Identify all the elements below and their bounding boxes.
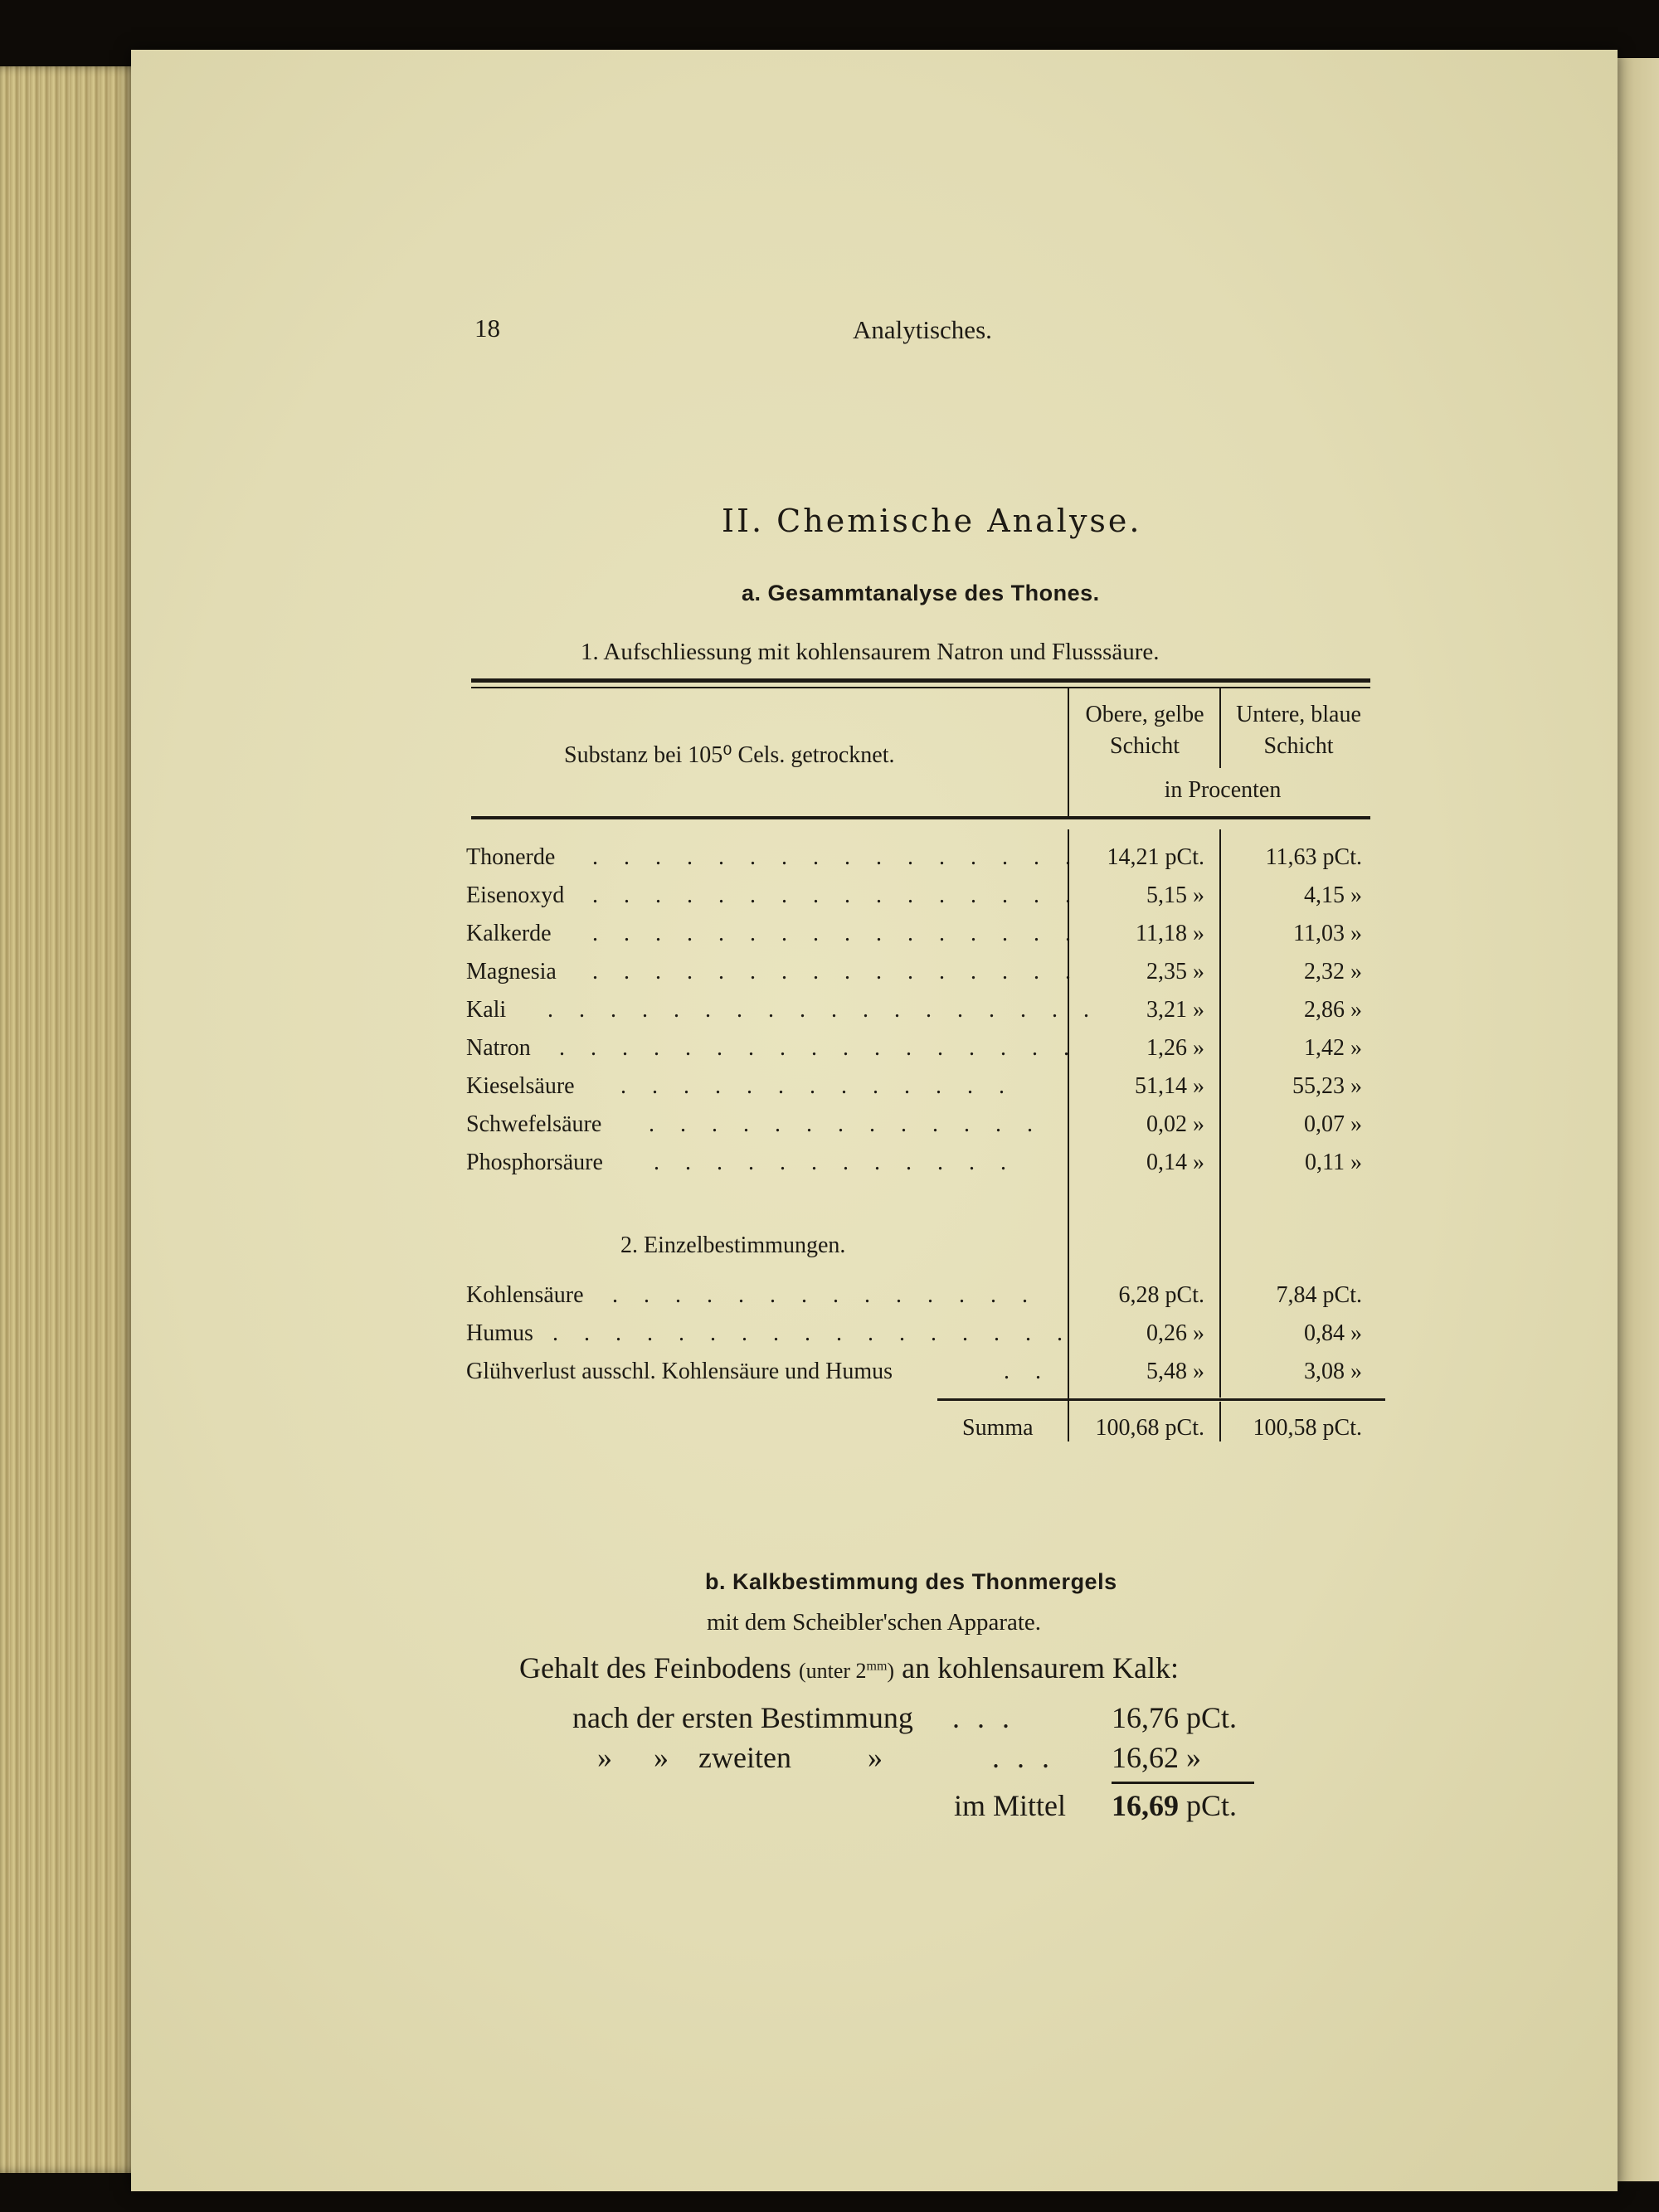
book-page-edges: [0, 66, 145, 2173]
row-label: Phosphorsäure: [466, 1150, 603, 1175]
method-2-heading: 2. Einzelbestimmungen.: [620, 1232, 846, 1258]
row-label: Kali: [466, 997, 507, 1023]
table-top-rule: [471, 678, 1370, 683]
first-determination-dots: . . .: [952, 1701, 1014, 1734]
row-value-upper: 14,21 pCt.: [1107, 844, 1204, 870]
gehalt-note: [799, 1659, 894, 1683]
row-value-lower: 2,86 »: [1304, 997, 1362, 1023]
row-value-upper: 5,48 »: [1146, 1359, 1204, 1384]
row-leader: . . . . . . . . . . . . . . . .: [592, 882, 1081, 908]
row-leader: . .: [1004, 1359, 1051, 1384]
gehalt-note-unit: mm: [866, 1659, 888, 1674]
running-title: Analytisches.: [853, 315, 992, 344]
substance-header: Substanz bei 105⁰ Cels. getrocknet.: [564, 742, 895, 768]
row-value-lower: 2,32 »: [1304, 959, 1362, 984]
row-label: Thonerde: [466, 844, 556, 870]
table-row: [466, 1320, 1379, 1354]
summa-value-lower: 100,58 pCt.: [1253, 1415, 1362, 1441]
summa-label: Summa: [962, 1415, 1034, 1441]
gehalt-note-text: (unter 2: [798, 1659, 867, 1683]
row-label: Schwefelsäure: [466, 1111, 602, 1137]
units-header: in Procenten: [1164, 777, 1282, 803]
table-top-rule-thin: [471, 687, 1370, 688]
row-leader: . . . . . . . . . . . .: [654, 1150, 1016, 1175]
ditto-mark-1: »: [597, 1741, 612, 1774]
table-row: [466, 882, 1379, 916]
row-value-upper: 11,18 »: [1136, 921, 1204, 946]
column-header-upper-line2: Schicht: [1110, 733, 1180, 759]
table-row: [466, 1073, 1379, 1106]
row-value-lower: 4,15 »: [1304, 882, 1362, 908]
gehalt-note-close: ): [887, 1659, 895, 1683]
method-1-heading: 1. Aufschliessung mit kohlensaurem Natron und Flusssäure.: [581, 639, 1160, 665]
section-title: II. Chemische Analyse.: [722, 503, 1142, 539]
row-label: Magnesia: [466, 959, 557, 984]
ditto-mark-3: »: [868, 1741, 883, 1774]
row-value-upper: 51,14 »: [1135, 1073, 1204, 1099]
first-determination-label: nach der ersten Bestimmung: [572, 1701, 913, 1734]
ditto-mark-2: »: [654, 1741, 669, 1774]
row-leader: . . . . . . . . . . . . . .: [612, 1282, 1038, 1308]
row-leader: . . . . . . . . . . . . .: [649, 1111, 1043, 1137]
column-divider-right: [1219, 688, 1221, 768]
row-label: Kalkerde: [466, 921, 552, 946]
row-value-upper: 0,14 »: [1146, 1150, 1204, 1175]
second-determination-dots: . . .: [992, 1741, 1054, 1774]
row-leader: . . . . . . . . . . . . . . . .: [592, 959, 1081, 984]
row-leader: . . . . . . . . . . . . . . . . . .: [547, 997, 1099, 1023]
table-row: [466, 1111, 1379, 1145]
table-row: [466, 844, 1379, 878]
table-row: [466, 997, 1379, 1030]
row-value-upper: 1,26 »: [1146, 1035, 1204, 1061]
row-leader: . . . . . . . . . . . . .: [620, 1073, 1014, 1099]
column-header-upper-line1: Obere, gelbe: [1085, 702, 1204, 727]
second-determination-label: zweiten: [698, 1741, 791, 1774]
table-row: [466, 921, 1379, 954]
row-label: Glühverlust ausschl. Kohlensäure und Humus: [466, 1359, 893, 1384]
table-row: [466, 1150, 1379, 1183]
row-leader: . . . . . . . . . . . . . . . . .: [552, 1320, 1073, 1346]
subsection-a-title: a. Gesammtanalyse des Thones.: [742, 581, 1100, 605]
row-leader: . . . . . . . . . . . . . . . .: [592, 921, 1081, 946]
column-header-upper: [1070, 699, 1219, 762]
row-leader: . . . . . . . . . . . . . . . . .: [559, 1035, 1079, 1061]
row-label: Kieselsäure: [466, 1073, 575, 1099]
row-value-upper: 3,21 »: [1146, 997, 1204, 1023]
row-value-upper: 5,15 »: [1146, 882, 1204, 908]
row-value-upper: 6,28 pCt.: [1118, 1282, 1204, 1308]
row-value-upper: 0,26 »: [1146, 1320, 1204, 1346]
row-leader: . . . . . . . . . . . . . . . .: [592, 844, 1081, 870]
table-row: [466, 1359, 1379, 1392]
row-value-upper: 0,02 »: [1146, 1111, 1204, 1137]
table-header-rule: [471, 816, 1370, 819]
gehalt-prefix: Gehalt des Feinbodens: [519, 1651, 791, 1685]
mittel-value: [1112, 1788, 1237, 1823]
mittel-unit: pCt.: [1186, 1789, 1238, 1822]
row-value-lower: 55,23 »: [1292, 1073, 1362, 1099]
row-label: Natron: [466, 1035, 531, 1061]
row-label: Humus: [466, 1320, 533, 1346]
row-value-lower: 11,03 »: [1293, 921, 1362, 946]
mittel-rule: [1112, 1782, 1254, 1784]
table-row: [466, 1035, 1379, 1068]
row-value-lower: 0,11 »: [1305, 1150, 1362, 1175]
mittel-label: im Mittel: [954, 1789, 1066, 1822]
second-determination-value: 16,62 »: [1112, 1741, 1201, 1774]
row-label: Kohlensäure: [466, 1282, 584, 1308]
column-header-lower-line1: Untere, blaue: [1236, 702, 1361, 727]
gehalt-line: [519, 1650, 1179, 1685]
page-number: 18: [474, 314, 500, 343]
summa-value-upper: 100,68 pCt.: [1095, 1415, 1204, 1441]
table-row: [466, 1282, 1379, 1315]
row-label: Eisenoxyd: [466, 882, 565, 908]
column-header-lower: [1222, 699, 1375, 762]
subsection-b-title: b. Kalkbestimmung des Thonmergels: [705, 1569, 1117, 1594]
row-value-lower: 0,84 »: [1304, 1320, 1362, 1346]
summa-row: [466, 1415, 1379, 1448]
first-determination-value: 16,76 pCt.: [1112, 1701, 1238, 1734]
summa-rule: [937, 1398, 1385, 1401]
table-row: [466, 959, 1379, 992]
gehalt-suffix: an kohlensaurem Kalk:: [902, 1651, 1179, 1685]
column-header-lower-line2: Schicht: [1263, 733, 1334, 759]
mittel-number: 16,69: [1112, 1789, 1179, 1822]
row-value-lower: 0,07 »: [1304, 1111, 1362, 1137]
subsection-b-subtitle: mit dem Scheibler'schen Apparate.: [707, 1609, 1042, 1636]
row-value-lower: 1,42 »: [1304, 1035, 1362, 1061]
row-value-lower: 7,84 pCt.: [1276, 1282, 1362, 1308]
row-value-upper: 2,35 »: [1146, 959, 1204, 984]
row-value-lower: 11,63 pCt.: [1265, 844, 1362, 870]
column-divider-left: [1068, 688, 1069, 818]
row-value-lower: 3,08 »: [1304, 1359, 1362, 1384]
